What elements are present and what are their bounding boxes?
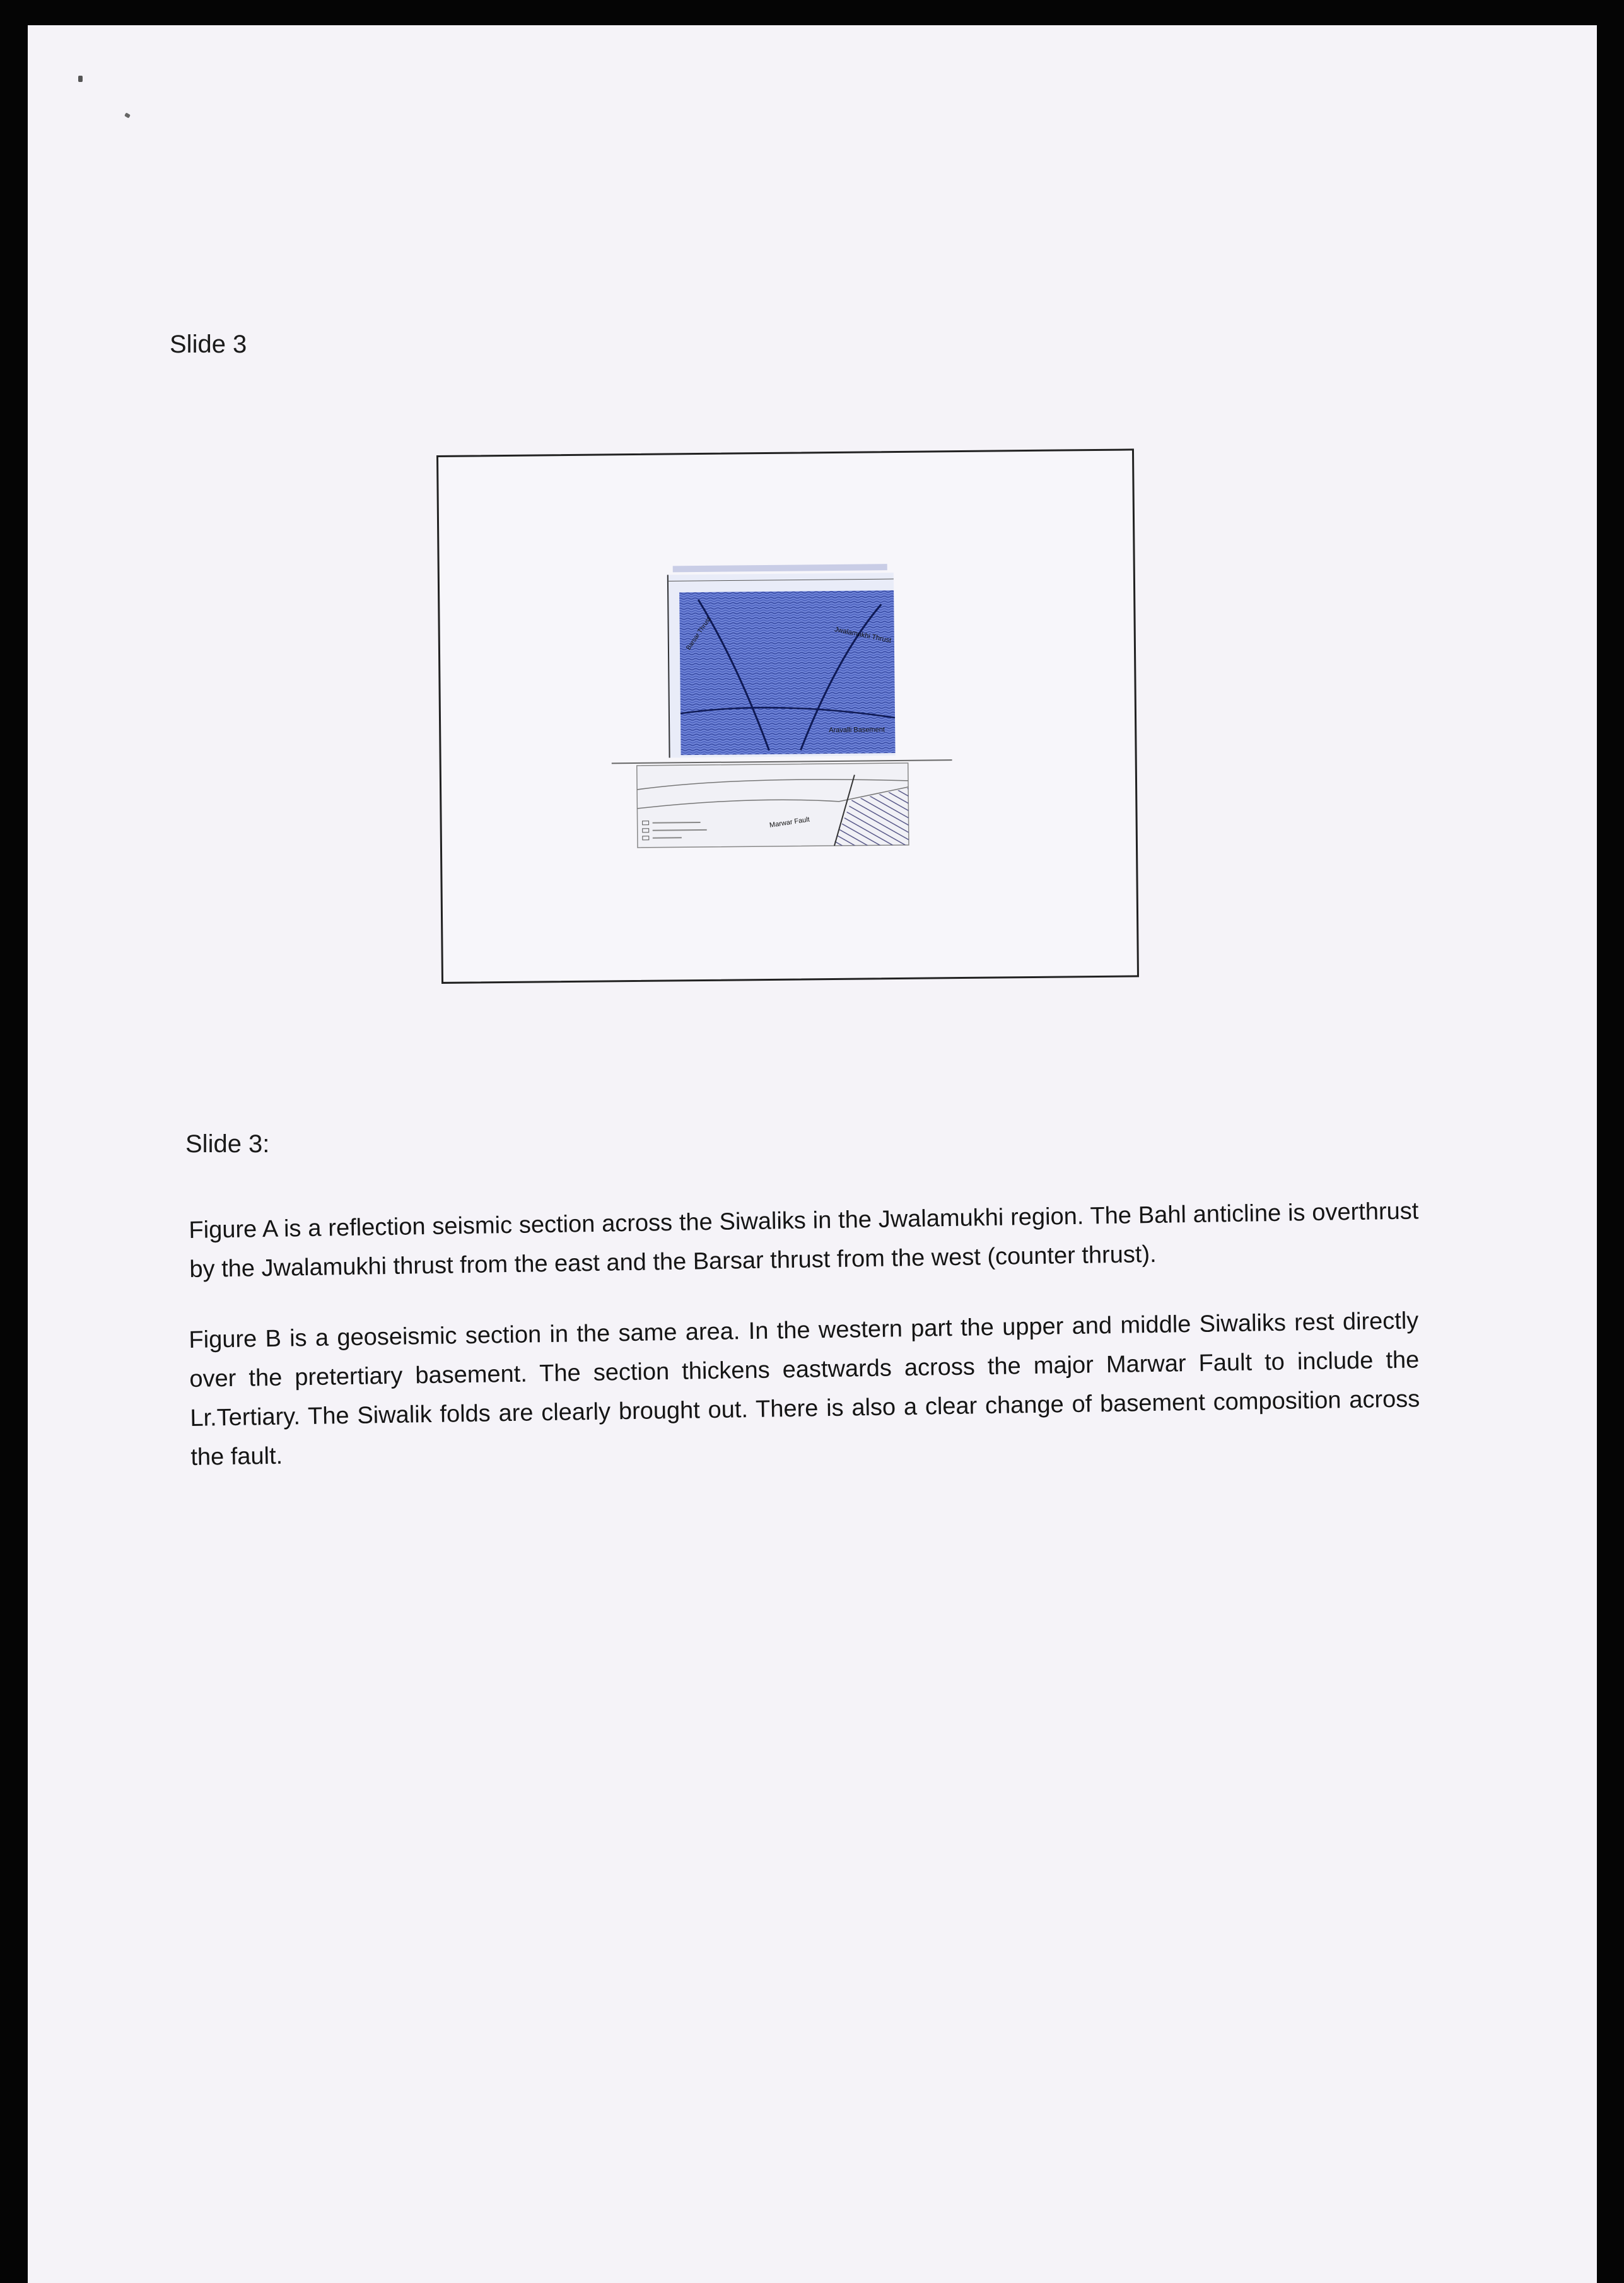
fault-label: Marwar Fault [769, 816, 810, 829]
basement-label: Aravalli Basement [829, 726, 885, 734]
paragraph-figure-b: Figure B is a geoseismic section in the same area. In the western part the upper and middle Siwaliks rest directly over the pretertiary basement. The section thickens eastwards across the major Marwar Fault to include the Lr.Tertiary. The Siwalik folds are clearly brought out. There is also a clear change of basement composition across the fault. [189, 1301, 1421, 1477]
barsar-label: Barsar Thrust [685, 616, 712, 651]
figure-frame [436, 448, 1139, 984]
speck-mark [124, 112, 131, 118]
slide-heading: Slide 3 [170, 330, 247, 359]
paragraph-figure-a: Figure A is a reflection seismic section across the Siwaliks in the Jwalamukhi region. The Bahl anticline is overthrust by the Jwalamukhi thrust from the east and the Barsar thrust from the west (counter thrust). [189, 1191, 1420, 1289]
thrust-label: Jwalamukhi Thrust [834, 626, 892, 645]
seismic-section-figure [610, 559, 953, 853]
section-label: Slide 3: [185, 1130, 269, 1159]
paper-sheet [28, 25, 1597, 2283]
speck-mark [78, 76, 83, 82]
